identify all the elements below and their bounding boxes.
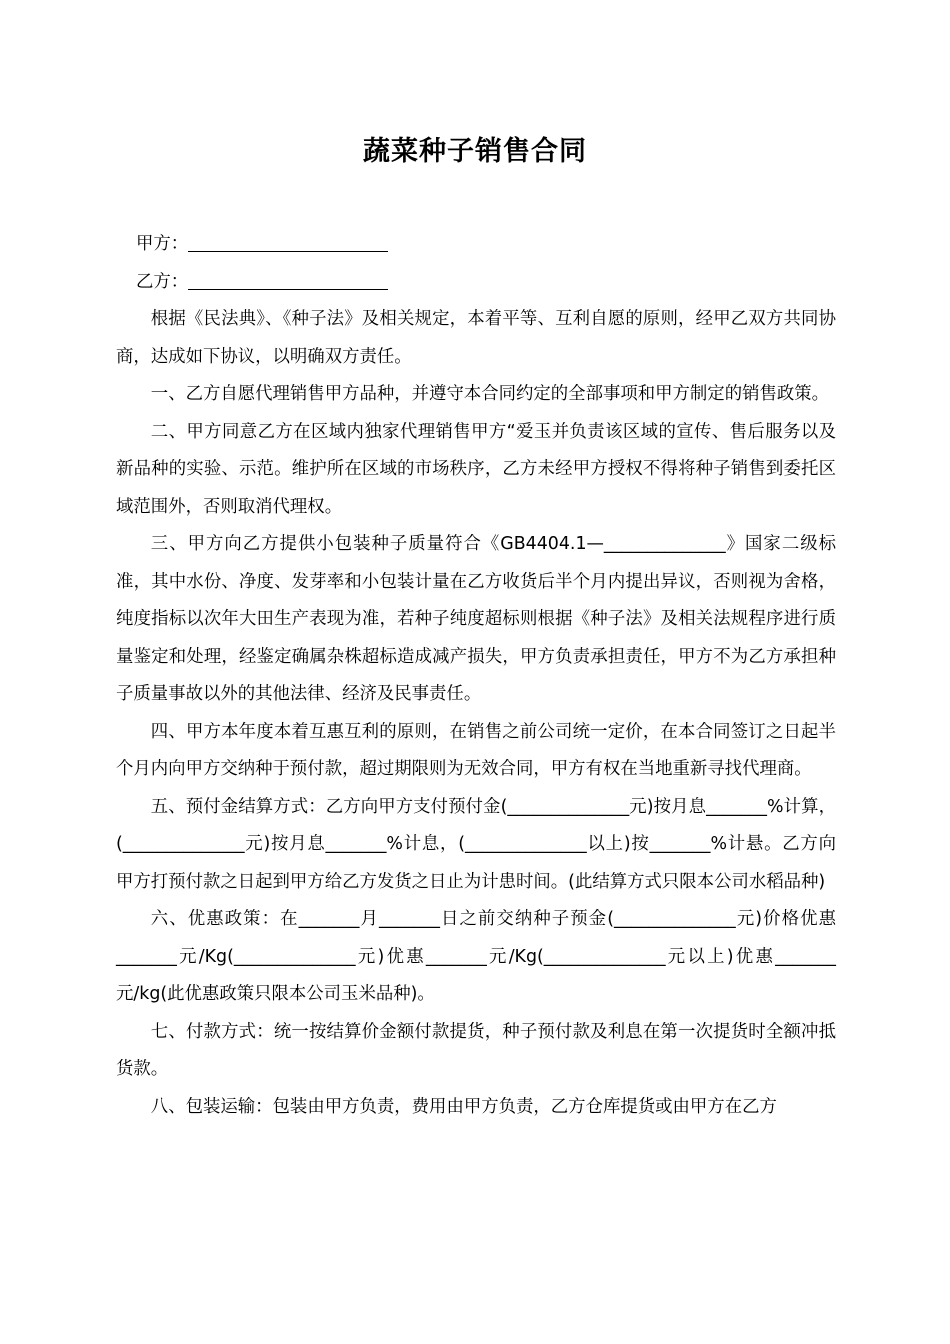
clause-7: 七、付款方式：统一按结算价金额付款提货，种子预付款及利息在第一次提货时全额冲抵货款。 (116, 1021, 836, 1079)
party-a-line (116, 226, 836, 264)
clause-3: 三、甲方向乙方提供小包装种子质量符合《GB4404.1—______________》国家二级标准，其中水份、净度、发芽率和小包装计量在乙方收货后半个月内提出异议，否则视为舍格，纯度指标以次年大田生产表现为准，若种子纯度超标则根据《种子法》及相关法规程序进行质量鉴定和处理，经鉴定确属杂株超标造成减产损失，甲方负责承担责任，甲方不为乙方承担种子质量事故以外的其他法律、经济及民事责任。 (116, 534, 836, 704)
clause-5: 五、预付金结算方式：乙方向甲方支付预付金(______________元)按月息_______%计算，(______________元)按月息_______%计息，(______________以上)按_______%计悬。乙方向甲方打预付款之日起到甲方给乙方发货之日止为计患时间。(此结算方式只限本公司水稻品种) (116, 796, 836, 892)
clause-2: 二、甲方同意乙方在区域内独家代理销售甲方“爱玉并负责该区域的宣传、售后服务以及新品种的实验、示范。维护所在区域的市场秩序，乙方未经甲方授权不得将种子销售到委托区域范围外，否则取消代理权。 (116, 421, 836, 517)
clause-4: 四、甲方本年度本着互惠互利的原则，在销售之前公司统一定价，在本合同签订之日起半个月内向甲方交纳种于预付款，超过期限则为无效合同，甲方有权在当地重新寻找代理商。 (116, 721, 836, 779)
clause-8: 八、包装运输：包装由甲方负责，费用由甲方负责，乙方仓库提货或由甲方在乙方 (150, 1096, 777, 1117)
intro-paragraph: 根据《民法典》、《种子法》及相关规定，本着平等、互利自愿的原则，经甲乙双方共同协商，达成如下协议，以明确双方责任。 (116, 309, 836, 367)
document-body (116, 226, 836, 1126)
clause-1: 一、乙方自愿代理销售甲方品种，并遵守本合同约定的全部事项和甲方制定的销售政策。 (150, 384, 830, 404)
party-b-blank (188, 269, 388, 290)
clause-6: 六、优惠政策：在_______月_______日之前交纳种子预金(______________元)价格优惠_______元/Kg(______________元)优惠_______元/Kg(______________元以上)优惠_______元/kg(此优惠政策只限本公司玉米品种)。 (116, 909, 836, 1004)
party-b-line (116, 264, 836, 302)
party-b-label: 乙方： (136, 271, 189, 292)
document-title: 蔬菜种子销售合同 (363, 136, 587, 167)
party-a-label: 甲方： (136, 234, 189, 254)
party-a-blank (188, 231, 388, 252)
